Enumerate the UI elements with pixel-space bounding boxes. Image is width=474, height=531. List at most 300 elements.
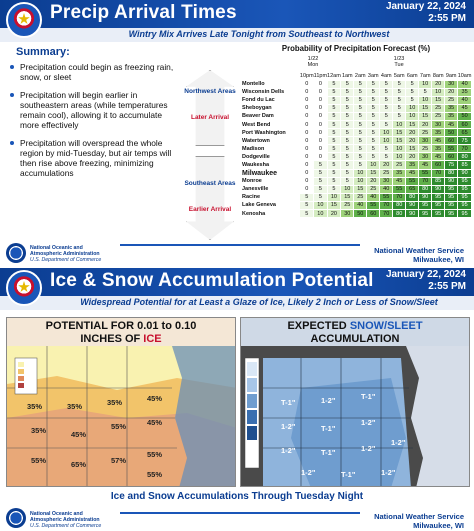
- location-cell: Sheboygan: [242, 105, 272, 112]
- probability-cell: 5: [327, 129, 341, 137]
- noaa-line-3: U.S. Department of Commerce: [30, 257, 102, 263]
- ice-probability-label: 35%: [27, 402, 43, 411]
- office-text: [374, 246, 464, 264]
- probability-cell: 80: [458, 153, 472, 161]
- probability-cell: 10: [393, 145, 406, 153]
- probability-cell: 50: [458, 112, 472, 120]
- probability-cell: 10: [341, 185, 354, 193]
- ice-probability-label: 55%: [31, 456, 47, 465]
- probability-cell: 5: [393, 80, 406, 88]
- probability-cell: 90: [406, 201, 419, 209]
- probability-cell: 60: [367, 210, 380, 218]
- probability-cell: 5: [341, 129, 354, 137]
- probability-cell: 0: [300, 80, 314, 88]
- probability-cell: 5: [327, 169, 341, 177]
- probability-cell: 5: [327, 177, 341, 185]
- probability-cell: 20: [445, 88, 458, 96]
- probability-cell: 5: [341, 96, 354, 104]
- probability-cell: 20: [327, 210, 341, 218]
- probability-cell: 65: [406, 185, 419, 193]
- date-tue-day: Tue: [394, 62, 404, 68]
- office-text: [374, 512, 464, 530]
- probability-cell: 70: [380, 201, 393, 209]
- probability-cell: 5: [327, 161, 341, 169]
- snow-accumulation-map: [240, 317, 470, 487]
- probability-cell: 90: [445, 177, 458, 185]
- probability-cell: 20: [406, 129, 419, 137]
- probability-cell: 15: [419, 104, 432, 112]
- summary-bullet: Precipitation will begin earlier in southeastern areas (while temperatures remain cool), allowing it to accumulate more effectively: [8, 90, 176, 130]
- location-cell: Madison: [242, 145, 265, 152]
- location-cell: Milwaukee: [242, 169, 278, 177]
- probability-cell: 5: [341, 145, 354, 153]
- probability-cell: 15: [419, 112, 432, 120]
- snow-amount-label: 1-2": [281, 422, 296, 431]
- probability-cell: 0: [300, 120, 314, 128]
- probability-cell: 30: [432, 120, 445, 128]
- probability-cell: 80: [406, 193, 419, 201]
- probability-cell: 20: [419, 120, 432, 128]
- probability-cell: 20: [406, 137, 419, 145]
- snow-amount-label: 1-2": [281, 446, 296, 455]
- subtitle: Widespread Potential for at Least a Glaze of Ice, Likely 2 Inch or Less of Snow/Sleet: [80, 297, 438, 307]
- up-arrow-icon: [186, 70, 234, 146]
- noaa-text: [30, 245, 101, 263]
- probability-cell: 15: [327, 201, 341, 209]
- probability-cell: 30: [341, 210, 354, 218]
- office-line-1: National Weather Service: [374, 512, 464, 521]
- probability-cell: 5: [341, 161, 354, 169]
- probability-cell: 5: [393, 104, 406, 112]
- probability-cell: 95: [445, 210, 458, 218]
- probability-cell: 0: [300, 96, 314, 104]
- timestamp: [386, 269, 466, 293]
- probability-cell: 45: [406, 169, 419, 177]
- probability-cell: 55: [380, 193, 393, 201]
- probability-cell: 25: [380, 169, 393, 177]
- ice-potential-map: [6, 317, 236, 487]
- probability-cell: 95: [419, 201, 432, 209]
- probability-cell: 20: [380, 161, 393, 169]
- probability-cell: 25: [354, 193, 367, 201]
- probability-cell: 40: [458, 96, 472, 104]
- probability-cell: 5: [341, 169, 354, 177]
- probability-cell: 45: [432, 137, 445, 145]
- probability-cell: 5: [367, 96, 380, 104]
- probability-cell: 80: [393, 201, 406, 209]
- hour-header: 11pm: [313, 72, 328, 79]
- probability-table: [240, 72, 472, 218]
- snow-amount-label: T-1": [321, 448, 336, 457]
- probability-cell: 0: [300, 104, 314, 112]
- probability-cell: 80: [419, 185, 432, 193]
- nws-logo-icon: [6, 2, 42, 38]
- hour-header: 12am: [327, 72, 341, 79]
- probability-cell: 5: [327, 120, 341, 128]
- probability-cell: 10: [419, 80, 432, 88]
- probability-cell: 90: [419, 193, 432, 201]
- probability-cell: 15: [432, 96, 445, 104]
- probability-cell: 55: [406, 177, 419, 185]
- ice-probability-label: 55%: [111, 422, 127, 431]
- probability-cell: 5: [314, 177, 327, 185]
- probability-cell: 5: [327, 137, 341, 145]
- probability-cell: 0: [300, 112, 314, 120]
- probability-cell: 95: [445, 193, 458, 201]
- ice-probability-label: 55%: [147, 450, 163, 459]
- table-row: [240, 112, 472, 120]
- footer-divider: [120, 244, 360, 246]
- noaa-line-2: Atmospheric Administration: [30, 251, 100, 257]
- probability-cell: 5: [327, 104, 341, 112]
- date-mon-day: Mon: [307, 62, 319, 68]
- probability-cell: 10: [367, 161, 380, 169]
- down-arrow-icon: [186, 156, 234, 240]
- probability-cell: 5: [380, 120, 393, 128]
- probability-cell: 55: [367, 201, 380, 209]
- noaa-logo-icon: [6, 243, 26, 263]
- probability-cell: 25: [367, 185, 380, 193]
- probability-cell: 20: [432, 80, 445, 88]
- probability-cell: 40: [458, 80, 472, 88]
- probability-cell: 25: [432, 112, 445, 120]
- probability-cell: 10: [393, 153, 406, 161]
- table-row: [240, 193, 472, 201]
- ice-title-text: INCHES OF: [80, 333, 144, 345]
- location-cell: Racine: [242, 194, 261, 201]
- probability-cell: 65: [458, 129, 472, 137]
- hour-header: 9am: [445, 72, 457, 79]
- ice-probability-label: 35%: [107, 398, 123, 407]
- probability-cell: 60: [458, 120, 472, 128]
- probability-cell: 5: [300, 201, 314, 209]
- probability-cell: 85: [432, 177, 445, 185]
- probability-cell: 10: [314, 201, 327, 209]
- probability-cell: 15: [354, 185, 367, 193]
- location-cell: Wisconsin Dells: [242, 89, 285, 96]
- probability-cell: 45: [445, 120, 458, 128]
- snow-title-line-2: ACCUMULATION: [310, 333, 400, 345]
- snow-amount-label: T-1": [321, 424, 336, 433]
- probability-cell: 10: [393, 120, 406, 128]
- probability-cell: 5: [354, 88, 367, 96]
- probability-cell: 60: [445, 137, 458, 145]
- probability-cell: 5: [367, 80, 380, 88]
- page-title: Precip Arrival Times: [50, 2, 237, 23]
- probability-cell: 90: [458, 169, 472, 177]
- probability-cell: 10: [432, 88, 445, 96]
- table-row: [240, 210, 472, 218]
- ice-probability-label: 65%: [71, 460, 87, 469]
- probability-cell: 95: [445, 201, 458, 209]
- probability-cell: 15: [393, 137, 406, 145]
- location-cell: Waukesha: [242, 161, 270, 168]
- probability-cell: 5: [314, 193, 327, 201]
- probability-cell: 0: [300, 88, 314, 96]
- ice-probability-label: 45%: [71, 430, 87, 439]
- probability-cell: 15: [393, 129, 406, 137]
- snow-title-line-1: [241, 320, 469, 333]
- table-row: [240, 201, 472, 209]
- time-text: 2:55 PM: [428, 281, 466, 292]
- snow-map-title: [241, 320, 469, 346]
- probability-cell: 0: [314, 129, 327, 137]
- probability-cell: 10: [354, 169, 367, 177]
- table-row: [240, 185, 472, 193]
- probability-cell: 0: [314, 80, 327, 88]
- probability-cell: 90: [432, 185, 445, 193]
- probability-cell: 5: [354, 96, 367, 104]
- probability-cell: 5: [314, 185, 327, 193]
- probability-cell: 20: [406, 153, 419, 161]
- probability-cell: 0: [300, 185, 314, 193]
- hour-header: 1am: [341, 72, 353, 79]
- probability-cell: 5: [406, 80, 419, 88]
- probability-cell: 5: [380, 80, 393, 88]
- probability-cell: 0: [300, 169, 314, 177]
- summary-list: [8, 62, 176, 178]
- summary-bullet: Precipitation will overspread the whole region by mid-Tuesday, but air temps will then rise above freezing, minimizing accumulations: [8, 138, 176, 178]
- probability-cell: 85: [458, 161, 472, 169]
- probability-cell: 5: [354, 145, 367, 153]
- probability-cell: 35: [432, 129, 445, 137]
- probability-cell: 5: [341, 177, 354, 185]
- probability-cell: 25: [445, 96, 458, 104]
- ice-probability-label: 35%: [31, 426, 47, 435]
- probability-cell: 5: [367, 129, 380, 137]
- location-cell: Lake Geneva: [242, 202, 276, 209]
- probability-cell: 0: [314, 145, 327, 153]
- date-text: January 22, 2024: [385, 1, 466, 12]
- probability-cell: 45: [393, 177, 406, 185]
- snow-amount-label: 1-2": [381, 468, 396, 477]
- ice-title-line-2: [7, 333, 235, 346]
- probability-cell: 5: [327, 96, 341, 104]
- probability-cell: 55: [419, 169, 432, 177]
- probability-cell: 95: [458, 201, 472, 209]
- probability-cell: 15: [406, 145, 419, 153]
- probability-cell: 15: [341, 193, 354, 201]
- hour-header: 10am: [457, 72, 472, 79]
- probability-cell: 5: [419, 88, 432, 96]
- probability-cell: 30: [380, 177, 393, 185]
- probability-cell: 5: [380, 88, 393, 96]
- probability-cell: 5: [354, 129, 367, 137]
- table-row: [240, 129, 472, 137]
- probability-cell: 30: [445, 80, 458, 88]
- probability-cell: 5: [354, 161, 367, 169]
- probability-cell: 50: [445, 129, 458, 137]
- table-row: [240, 120, 472, 128]
- table-row: [240, 88, 472, 96]
- probability-cell: 5: [314, 161, 327, 169]
- probability-cell: 5: [354, 112, 367, 120]
- snow-legend-swatches: [247, 362, 257, 440]
- hour-header: 10pm: [299, 72, 314, 79]
- location-cell: Montello: [242, 81, 265, 88]
- probability-cell: 5: [327, 80, 341, 88]
- probability-cell: 5: [367, 137, 380, 145]
- probability-cell: 0: [300, 129, 314, 137]
- probability-cell: 25: [419, 145, 432, 153]
- probability-cell: 70: [380, 210, 393, 218]
- probability-cell: 55: [445, 145, 458, 153]
- date-text: January 22, 2024: [385, 269, 466, 280]
- ice-probability-label: 45%: [147, 394, 163, 403]
- probability-cell: 10: [380, 137, 393, 145]
- probability-cell: 5: [380, 104, 393, 112]
- ice-title-line-1: POTENTIAL FOR 0.01 to 0.10: [45, 320, 197, 332]
- summary-section: [8, 46, 176, 242]
- probability-cell: 0: [300, 145, 314, 153]
- probability-cell: 5: [393, 96, 406, 104]
- probability-cell: 30: [419, 153, 432, 161]
- location-cell: Fond du Lac: [242, 97, 275, 104]
- probability-cell: 35: [406, 161, 419, 169]
- location-cell: Monroe: [242, 178, 262, 185]
- probability-cell: 25: [393, 161, 406, 169]
- location-cell: Kenosha: [242, 210, 266, 217]
- probability-cell: 95: [432, 210, 445, 218]
- hour-header: 3am: [367, 72, 379, 79]
- snow-amount-label: T-1": [361, 392, 376, 401]
- hour-header-row: [240, 72, 472, 80]
- probability-cell: 5: [380, 153, 393, 161]
- probability-cell: 5: [327, 88, 341, 96]
- probability-cell: 0: [314, 112, 327, 120]
- snow-amount-label: 1-2": [361, 418, 376, 427]
- date-row: [240, 53, 472, 69]
- hour-header: 4am: [380, 72, 392, 79]
- probability-cell: 15: [367, 169, 380, 177]
- hour-header: 6am: [406, 72, 418, 79]
- probability-cell: 5: [354, 104, 367, 112]
- probability-cell: 45: [458, 104, 472, 112]
- probability-cell: 10: [380, 129, 393, 137]
- office-line-2: Milwaukee, WI: [413, 255, 464, 264]
- probability-cell: 70: [458, 145, 472, 153]
- probability-cell: 5: [327, 145, 341, 153]
- snow-amount-label: 1-2": [301, 468, 316, 477]
- noaa-line-2: Atmospheric Administration: [30, 517, 100, 523]
- location-cell: Dodgeville: [242, 153, 270, 160]
- probability-cell: 0: [314, 88, 327, 96]
- summary-title: Summary:: [16, 46, 70, 58]
- probability-cell: 5: [367, 88, 380, 96]
- probability-cell: 75: [445, 161, 458, 169]
- ice-probability-label: 55%: [147, 470, 163, 479]
- map-caption: Ice and Snow Accumulations Through Tuesday Night: [110, 491, 364, 502]
- probability-cell: 5: [341, 80, 354, 88]
- probability-cell: 55: [393, 185, 406, 193]
- probability-cell: 60: [432, 161, 445, 169]
- location-cell: Watertown: [242, 137, 270, 144]
- corner-cell: [240, 72, 300, 80]
- probability-cell: 25: [432, 104, 445, 112]
- probability-cell: 0: [314, 120, 327, 128]
- noaa-line-1: National Oceanic and: [30, 511, 83, 517]
- ice-map-title: [7, 320, 235, 346]
- table-row: [240, 161, 472, 169]
- timestamp: [386, 1, 466, 25]
- probability-cell: 30: [419, 137, 432, 145]
- snow-amount-label: 1-2": [361, 444, 376, 453]
- table-row: [240, 177, 472, 185]
- probability-cell: 35: [445, 104, 458, 112]
- northwest-label: Northwest Areas: [184, 88, 236, 95]
- probability-cell: 5: [354, 120, 367, 128]
- table-title: Probability of Precipitation Forecast (%): [281, 44, 431, 53]
- noaa-line-3: U.S. Department of Commerce: [30, 523, 102, 529]
- date-mon: [300, 56, 326, 68]
- probability-cell: 0: [300, 137, 314, 145]
- probability-cell: 5: [341, 88, 354, 96]
- probability-cell: 5: [406, 96, 419, 104]
- snow-title-text: EXPECTED: [287, 320, 350, 332]
- footer-divider: [120, 512, 360, 514]
- probability-cell: 5: [354, 153, 367, 161]
- probability-cell: 50: [354, 210, 367, 218]
- probability-cell: 35: [458, 88, 472, 96]
- hour-header: 2am: [354, 72, 366, 79]
- snow-amount-label: 1-2": [321, 396, 336, 405]
- probability-cell: 0: [300, 177, 314, 185]
- probability-cell: 0: [300, 161, 314, 169]
- probability-cell: 45: [419, 161, 432, 169]
- probability-cell: 5: [367, 120, 380, 128]
- probability-cell: 5: [406, 88, 419, 96]
- probability-cell: 5: [380, 96, 393, 104]
- probability-cell: 10: [314, 210, 327, 218]
- probability-cell: 10: [354, 177, 367, 185]
- probability-cell: 40: [354, 201, 367, 209]
- ice-probability-label: 57%: [111, 456, 127, 465]
- probability-cell: 95: [419, 210, 432, 218]
- noaa-text: [30, 511, 101, 529]
- probability-cell: 95: [458, 210, 472, 218]
- probability-cell: 70: [419, 177, 432, 185]
- date-tue: [326, 56, 472, 68]
- earlier-arrival-label: Earlier Arrival: [188, 206, 232, 213]
- page-title: Ice & Snow Accumulation Potential: [50, 270, 374, 291]
- nws-logo-icon: [6, 270, 42, 306]
- probability-cell: 95: [432, 201, 445, 209]
- probability-cell: 5: [327, 185, 341, 193]
- probability-cell: 5: [300, 193, 314, 201]
- snow-title-highlight: SNOW/SLEET: [349, 320, 423, 332]
- hour-header: 5am: [393, 72, 405, 79]
- probability-cell: 35: [393, 169, 406, 177]
- probability-cell: 95: [458, 185, 472, 193]
- ice-probability-label: 35%: [67, 402, 83, 411]
- probability-cell: 95: [458, 177, 472, 185]
- hour-header: 8am: [432, 72, 444, 79]
- probability-cell: 95: [458, 193, 472, 201]
- probability-cell: 10: [406, 112, 419, 120]
- date-tue-date: 1/23: [393, 56, 405, 62]
- probability-cell: 5: [354, 137, 367, 145]
- probability-cell: 5: [341, 137, 354, 145]
- probability-cell: 25: [419, 129, 432, 137]
- probability-cell: 0: [314, 137, 327, 145]
- precip-arrival-panel: [0, 0, 474, 264]
- southeast-label: Southeast Areas: [184, 180, 236, 187]
- probability-cell: 5: [341, 112, 354, 120]
- table-row: [240, 169, 472, 177]
- probability-cell: 5: [380, 112, 393, 120]
- ice-title-highlight: ICE: [143, 333, 162, 345]
- probability-cell: 5: [367, 153, 380, 161]
